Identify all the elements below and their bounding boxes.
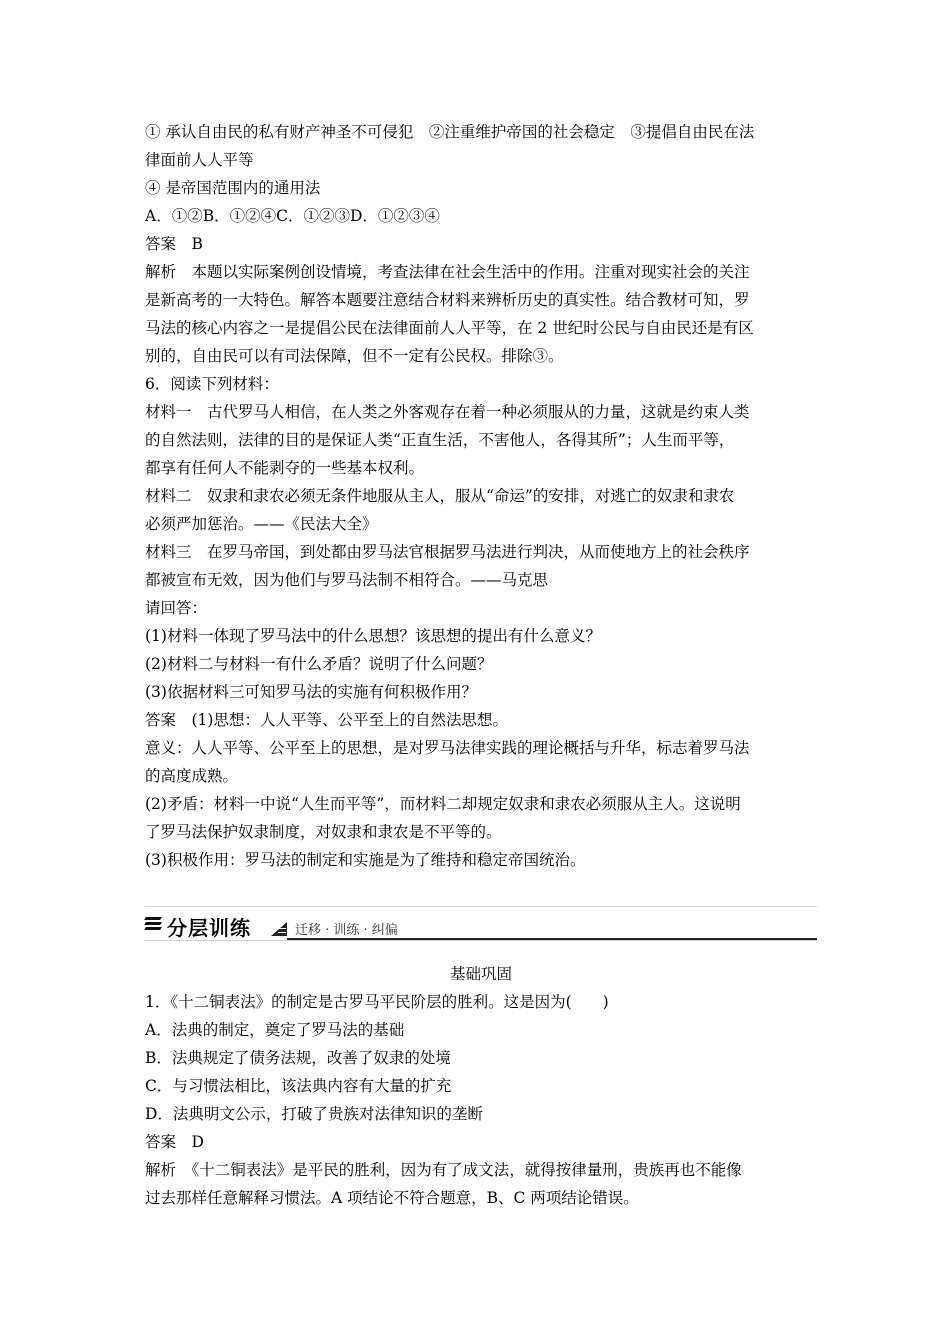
text-line: 的高度成熟。 bbox=[145, 767, 239, 785]
text-line: 都被宣布无效，因为他们与罗马法制不相符合。——马克思 bbox=[145, 571, 549, 589]
text-line: 必须严加惩治。——《民法大全》 bbox=[145, 515, 378, 533]
text-line: 律面前人人平等 bbox=[145, 151, 254, 169]
material-one: 材料一 古代罗马人相信，在人类之外客观存在着一种必须服从的力量，这就是约束人类 bbox=[145, 403, 750, 421]
option-d: D．法典明文公示，打破了贵族对法律知识的垄断 bbox=[145, 1105, 483, 1123]
text-line: 马法的核心内容之一是提倡公民在法律面前人人平等，在 2 世纪时公民与自由民还是有区 bbox=[145, 319, 754, 337]
analysis-line: 解析 本题以实际案例创设情境，考查法律在社会生活中的作用。注重对现实社会的关注 bbox=[145, 263, 750, 281]
text-line: (3)积极作用：罗马法的制定和实施是为了维持和稳定帝国统治。 bbox=[145, 851, 586, 869]
section-banner bbox=[145, 892, 817, 950]
answer-options: A．①②B．①②④C．①②③D．①②③④ bbox=[145, 207, 440, 225]
text-line: 的自然法则，法律的目的是保证人类“正直生活，不害他人，各得其所”；人生而平等， bbox=[145, 431, 735, 449]
basic-consolidation-section bbox=[145, 960, 817, 1212]
text-line: 别的，自由民可以有司法保障，但不一定有公民权。排除③。 bbox=[145, 347, 564, 365]
option-b: B．法典规定了债务法规，改善了奴隶的处境 bbox=[145, 1049, 451, 1067]
banner-triangle-icon bbox=[271, 922, 287, 936]
answer-line: 答案 D bbox=[145, 1133, 204, 1151]
text-line: 都享有任何人不能剥夺的一些基本权利。 bbox=[145, 459, 425, 477]
banner-subtitle: 迁移 · 训练 · 纠偏 bbox=[295, 923, 398, 938]
banner-stripes-icon bbox=[145, 917, 161, 935]
prompt-line: 请回答： bbox=[145, 599, 208, 617]
option-c: C．与习惯法相比，该法典内容有大量的扩充 bbox=[145, 1077, 452, 1095]
text-line: 是新高考的一大特色。解答本题要注意结合材料来辨析历史的真实性。结合教材可知，罗 bbox=[145, 291, 750, 309]
option-a: A．法典的制定，奠定了罗马法的基础 bbox=[145, 1021, 405, 1039]
analysis-line: 解析 《十二铜表法》是平民的胜利，因为有了成文法，就得按律量刑，贵族再也不能像 bbox=[145, 1161, 742, 1179]
sub-question-2: (2)材料二与材料一有什么矛盾？说明了什么问题？ bbox=[145, 655, 493, 673]
question-1-stem: 1．《十二铜表法》的制定是古罗马平民阶层的胜利。这是因为( ) bbox=[145, 993, 609, 1011]
section-heading: 基础巩固 bbox=[449, 965, 512, 983]
text-line: (2)矛盾：材料一中说“人生而平等”，而材料二却规定奴隶和隶农必须服从主人。这说明 bbox=[145, 795, 741, 813]
text-line: ① 承认自由民的私有财产神圣不可侵犯 ②注重维护帝国的社会稳定 ③提倡自由民在法 bbox=[145, 123, 755, 141]
text-line: 过去那样任意解释习惯法。A 项结论不符合题意，B、C 两项结论错误。 bbox=[145, 1189, 639, 1207]
sub-question-3: (3)依据材料三可知罗马法的实施有何积极作用？ bbox=[145, 683, 477, 701]
banner-title: 分层训练 bbox=[167, 916, 251, 940]
text-line: 了罗马法保护奴隶制度，对奴隶和隶农是不平等的。 bbox=[145, 823, 502, 841]
material-two: 材料二 奴隶和隶农必须无条件地服从主人，服从“命运”的安排，对逃亡的奴隶和隶农 bbox=[145, 487, 735, 505]
text-line: ④ 是帝国范围内的通用法 bbox=[145, 179, 321, 197]
question-6-stem: 6．阅读下列材料： bbox=[145, 375, 279, 393]
text-line: 意义：人人平等、公平至上的思想，是对罗马法律实践的理论概括与升华，标志着罗马法 bbox=[145, 739, 750, 757]
sub-question-1: (1)材料一体现了罗马法中的什么思想？该思想的提出有什么意义？ bbox=[145, 627, 601, 645]
material-three: 材料三 在罗马帝国，到处都由罗马法官根据罗马法进行判决，从而使地方上的社会秩序 bbox=[145, 543, 750, 561]
question-5-and-6-section bbox=[145, 118, 817, 874]
page-content bbox=[145, 118, 817, 1212]
answer-line: 答案 (1)思想：人人平等、公平至上的自然法思想。 bbox=[145, 711, 508, 729]
answer-line: 答案 B bbox=[145, 235, 203, 253]
